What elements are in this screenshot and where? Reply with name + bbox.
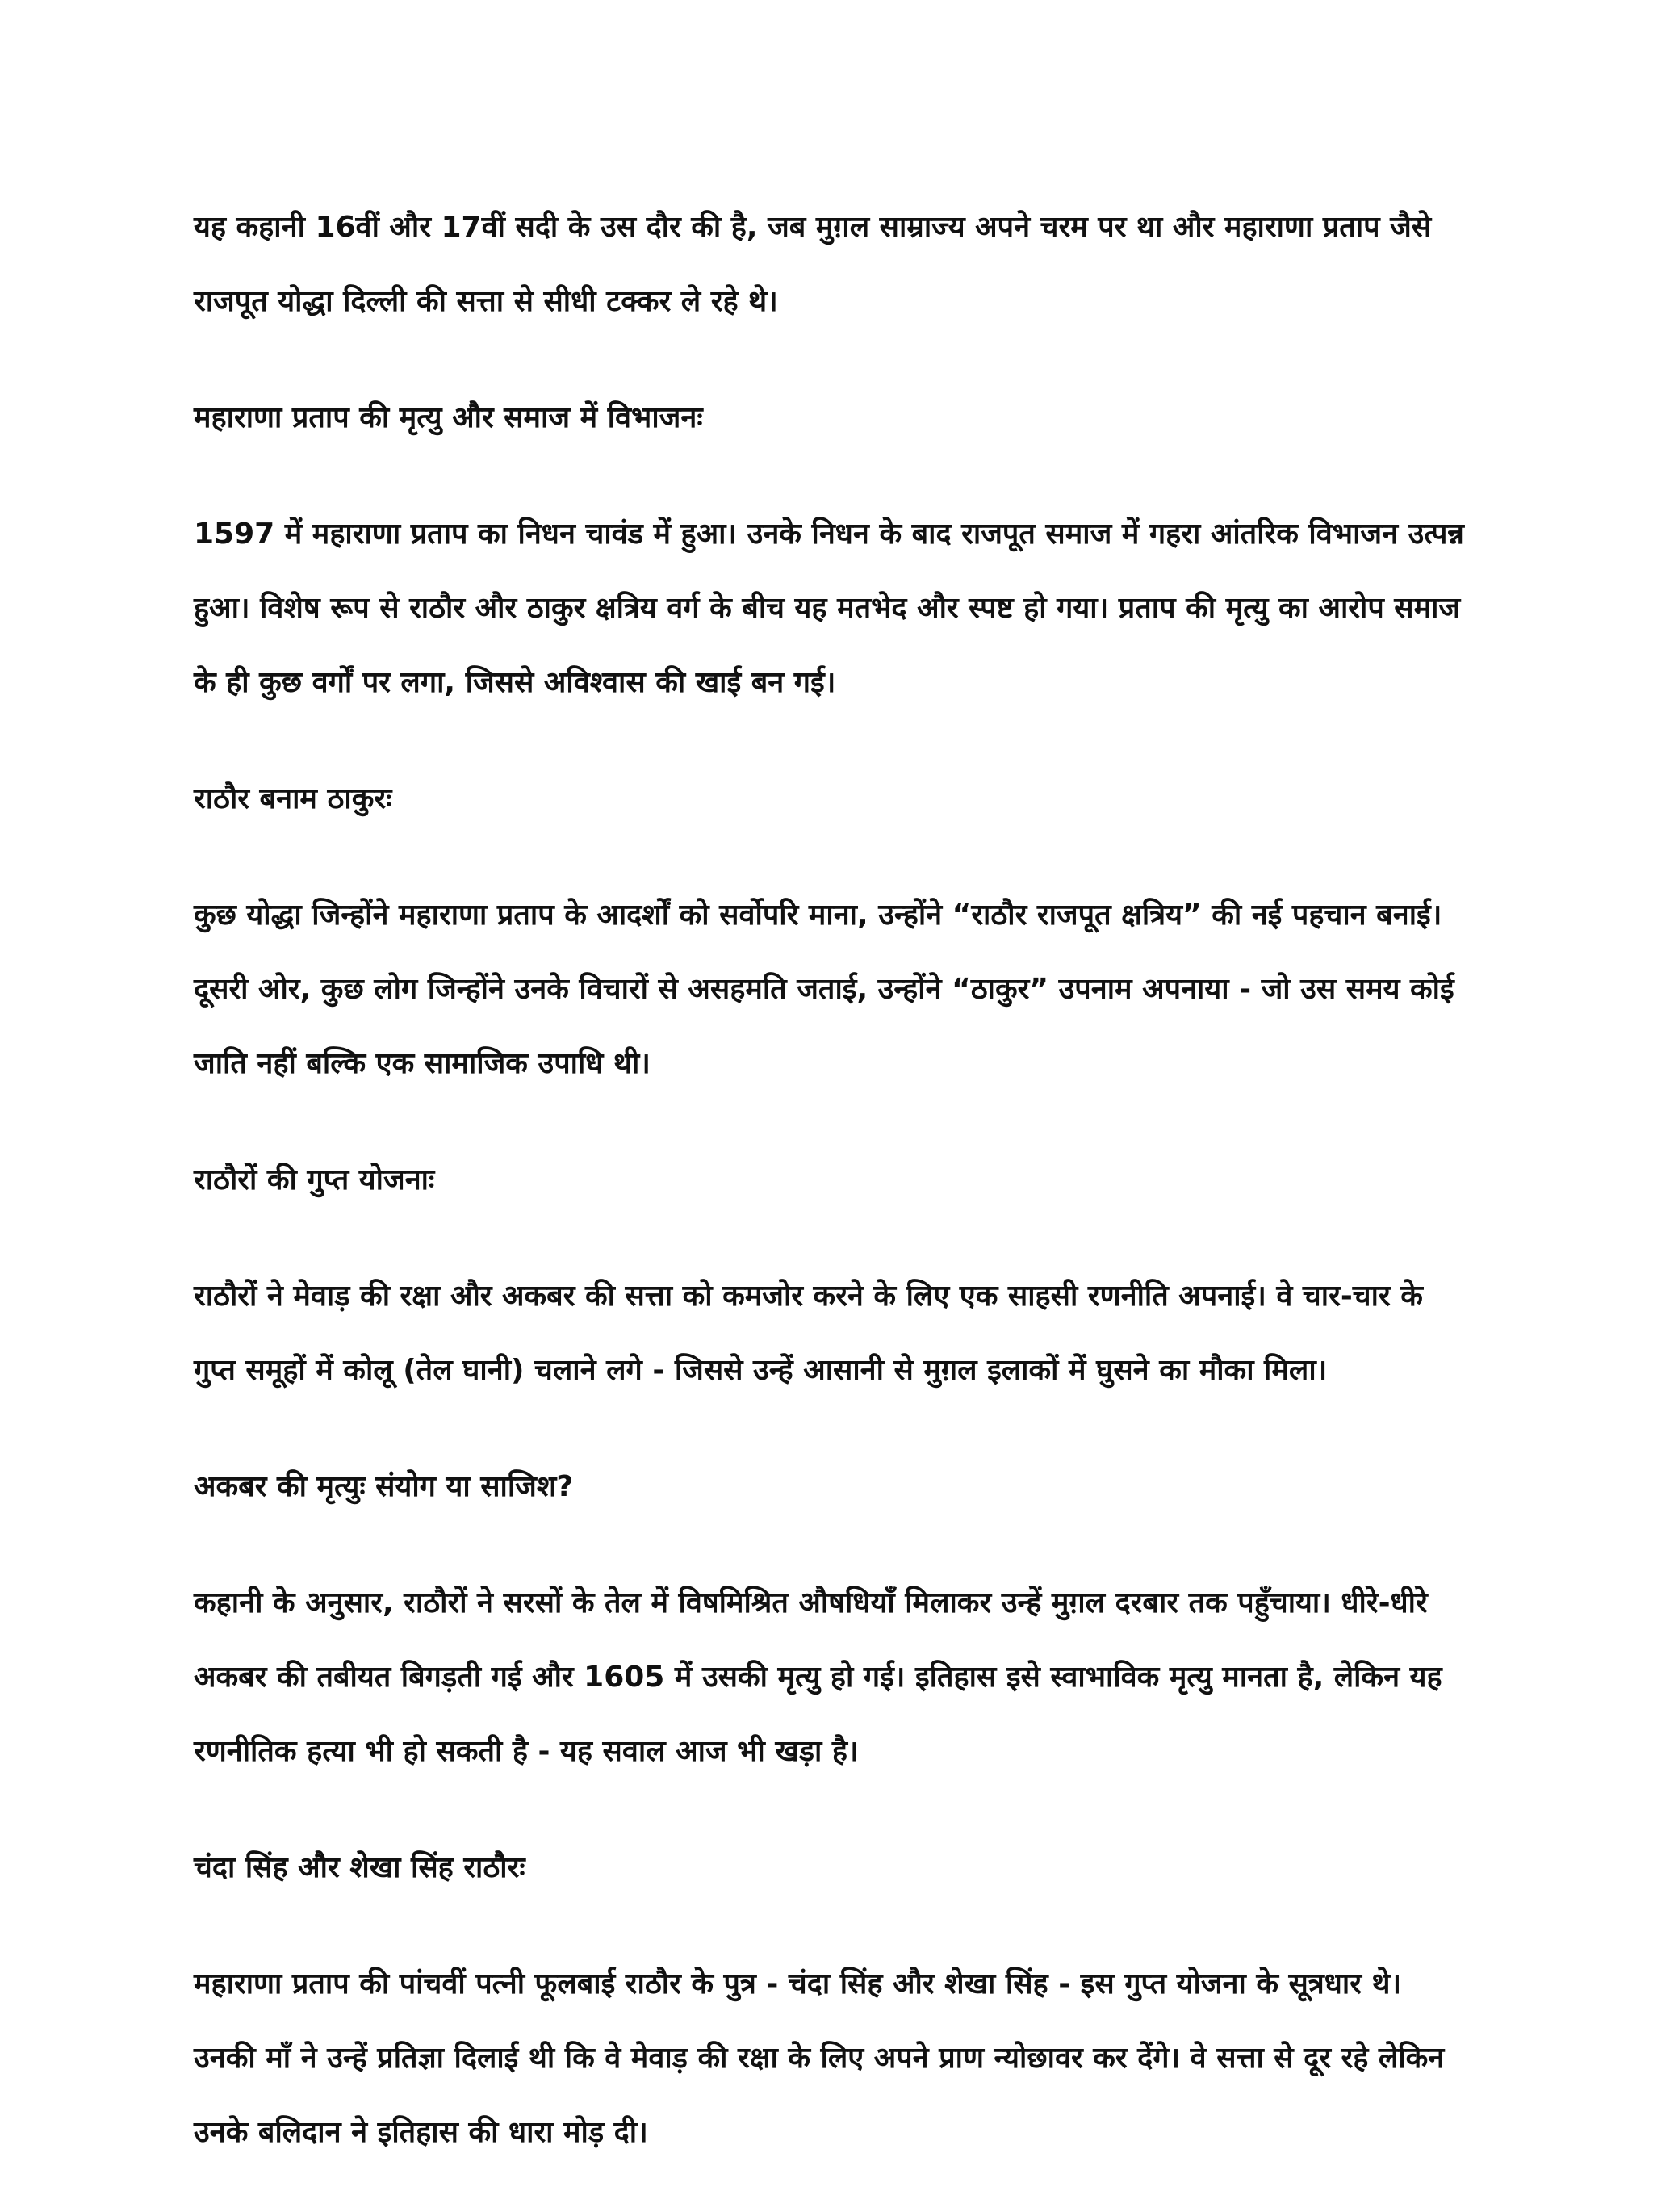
section-heading-akbar-death: अकबर की मृत्युः संयोग या साजिश? bbox=[194, 1470, 574, 1503]
section-heading-secret-plan: राठौरों की गुप्त योजनाः bbox=[194, 1163, 435, 1196]
section-heading-rathore-vs-thakur: राठौर बनाम ठाकुरः bbox=[194, 782, 392, 815]
paragraph-secret-plan: राठौरों ने मेवाड़ की रक्षा और अकबर की सत्ता को कमजोर करने के लिए एक साहसी रणनीति अपनाई। वे चार-चार के गुप्त समूहों में कोलू (तेल घानी) चलाने लगे - जिससे उन्हें आसानी से मुग़ल इलाकों में घुसने का मौका मिला। bbox=[194, 1280, 1423, 1387]
document-body bbox=[194, 191, 1469, 2212]
paragraph-akbar-death: कहानी के अनुसार, राठौरों ने सरसों के तेल में विषमिश्रित औषधियाँ मिलाकर उन्हें मुग़ल दरबार तक पहुँचाया। धीरे-धीरे अकबर की तबीयत बिगड़ती गई और 1605 में उसकी मृत्यु हो गई। इतिहास इसे स्वाभाविक मृत्यु मानता है, लेकिन यह रणनीतिक हत्या भी हो सकती है - यह सवाल आज भी खड़ा है। bbox=[194, 1586, 1442, 1768]
paragraph-chanda-shekha: महाराणा प्रताप की पांचवीं पत्नी फूलबाई राठौर के पुत्र - चंदा सिंह और शेखा सिंह - इस गुप्त योजना के सूत्रधार थे। उनकी माँ ने उन्हें प्रतिज्ञा दिलाई थी कि वे मेवाड़ की रक्षा के लिए अपने प्राण न्योछावर कर देंगे। वे सत्ता से दूर रहे लेकिन उनके बलिदान ने इतिहास की धारा मोड़ दी। bbox=[194, 1967, 1445, 2149]
section-heading-pratap-death: महाराणा प्रताप की मृत्यु और समाज में विभाजनः bbox=[194, 401, 703, 434]
intro-paragraph: यह कहानी 16वीं और 17वीं सदी के उस दौर की है, जब मुग़ल साम्राज्य अपने चरम पर था और महाराणा प्रताप जैसे राजपूत योद्धा दिल्ली की सत्ता से सीधी टक्कर ले रहे थे। bbox=[194, 211, 1432, 318]
section-heading-chanda-shekha: चंदा सिंह और शेखा सिंह राठौरः bbox=[194, 1851, 525, 1884]
paragraph-rathore-vs-thakur: कुछ योद्धा जिन्होंने महाराणा प्रताप के आदर्शों को सर्वोपरि माना, उन्होंने “राठौर राजपूत क्षत्रिय” की नई पहचान बनाई। दूसरी ओर, कुछ लोग जिन्होंने उनके विचारों से असहमति जताई, उन्होंने “ठाकुर” उपनाम अपनाया - जो उस समय कोई जाति नहीं बल्कि एक सामाजिक उपाधि थी। bbox=[194, 899, 1454, 1080]
paragraph-pratap-death: 1597 में महाराणा प्रताप का निधन चावंड में हुआ। उनके निधन के बाद राजपूत समाज में गहरा आंतरिक विभाजन उत्पन्न हुआ। विशेष रूप से राठौर और ठाकुर क्षत्रिय वर्ग के बीच यह मतभेद और स्पष्ट हो गया। प्रताप की मृत्यु का आरोप समाज के ही कुछ वर्गों पर लगा, जिससे अविश्वास की खाई बन गई। bbox=[194, 517, 1464, 699]
